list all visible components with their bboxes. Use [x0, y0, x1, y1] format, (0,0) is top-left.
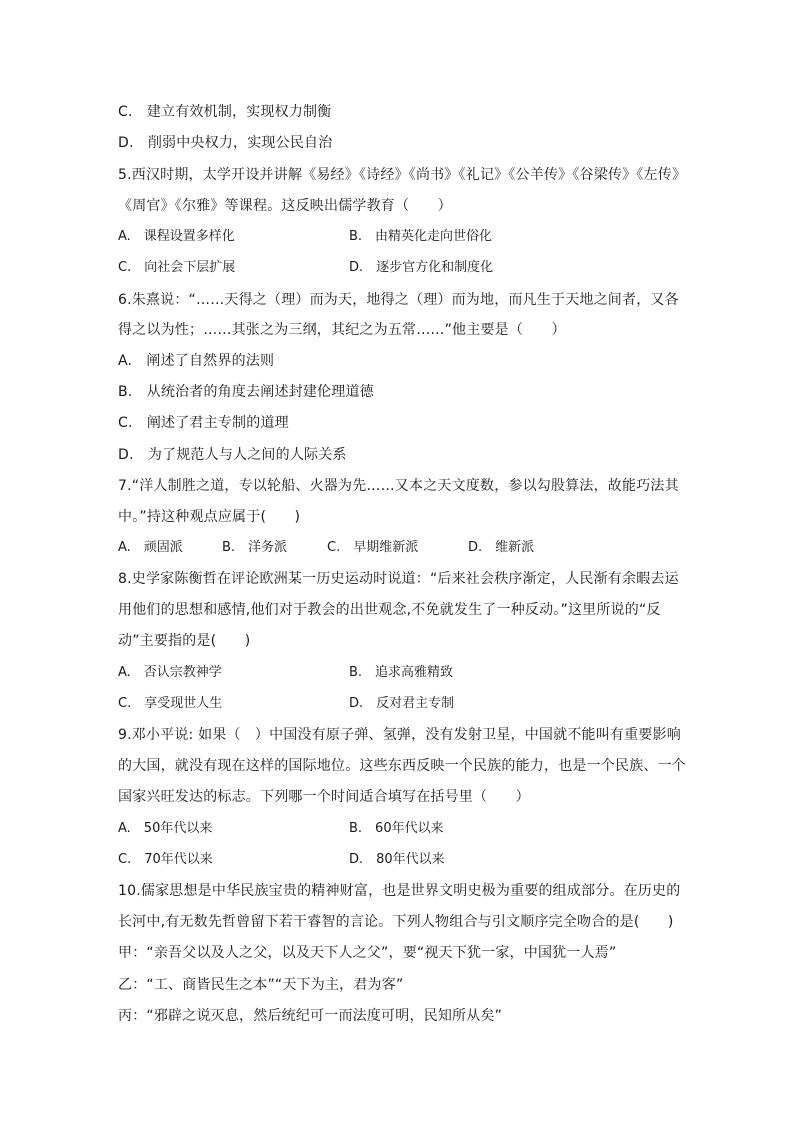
q4-option-c: C. 建立有效机制，实现权力制衡 — [118, 104, 332, 120]
q8-option-d: D. 反对君主专制 — [349, 696, 455, 711]
q5-option-c: C. 向社会下层扩展 — [118, 260, 236, 275]
q10-quote-bing: 丙：“邪辟之说灭息，然后统纪可一而法度可明，民知所从矣” — [118, 1008, 503, 1024]
q10-stem-line-1: 10.儒家思想是中华民族宝贵的精神财富，也是世界文明史极为重要的组成部分。在历史的 — [118, 883, 681, 899]
q10-quote-jia: 甲：“亲吾父以及人之父，以及天下人之父”，要“视天下犹一家，中国犹一人焉” — [118, 945, 617, 961]
q10-stem-line-2: 长河中,有无数先哲曾留下若干睿智的言论。下列人物组合与引文顺序完全吻合的是( ) — [118, 914, 674, 930]
q10-quote-yi: 乙：“工、商皆民生之本”“天下为主，君为客” — [118, 977, 404, 993]
q9-option-d: D. 80年代以来 — [349, 852, 445, 867]
q4-option-d: D. 削弱中央权力，实现公民自治 — [118, 135, 333, 151]
q9-stem-line-1: 9.邓小平说: 如果（ ）中国没有原子弹、氢弹，没有发射卫星，中国就不能叫有重要影响 — [118, 727, 681, 743]
q7-stem-line-1: 7.“洋人制胜之道，专以轮船、火器为先……又本之天文度数，参以勾股算法，故能巧法其 — [118, 478, 679, 494]
q9-option-a: A. 50年代以来 — [118, 821, 213, 836]
q6-option-d: D. 为了规范人与人之间的人际关系 — [118, 447, 347, 463]
q5-option-b: B. 由精英化走向世俗化 — [349, 229, 493, 244]
q7-stem-line-2: 中。”持这种观点应属于( ) — [118, 509, 301, 525]
q9-option-c: C. 70年代以来 — [118, 852, 213, 867]
q8-option-a: A. 否认宗教神学 — [118, 665, 222, 680]
q6-option-b: B. 从统治者的角度去阐述封建伦理道德 — [118, 384, 374, 400]
q6-stem-line-2: 得之以为性；……其张之为三纲，其纪之为五常……”他主要是（ ） — [118, 322, 566, 338]
q5-option-d: D. 逐步官方化和制度化 — [349, 260, 494, 275]
q9-option-b: B. 60年代以来 — [349, 821, 444, 836]
q6-stem-line-1: 6.朱熹说：“……天得之（理）而为天，地得之（理）而为地，而凡生于天地之间者，又各 — [118, 292, 679, 308]
q7-option-a: A. 顽固派 — [118, 540, 183, 555]
q5-option-a: A. 课程设置多样化 — [118, 229, 235, 244]
q5-stem-line-1: 5.西汉时期，太学开设并讲解《易经》《诗经》《尚书》《礼记》《公羊传》《谷梁传》《左传》 — [118, 167, 687, 183]
q7-option-d: D. 维新派 — [468, 540, 535, 555]
q8-option-b: B. 追求高雅精致 — [349, 665, 454, 680]
q8-option-c: C. 享受现世人生 — [118, 696, 223, 711]
q6-option-c: C. 阐述了君主专制的道理 — [118, 415, 289, 431]
q8-stem-line-3: 动”主要指的是( ) — [118, 633, 251, 649]
q5-stem-line-2: 《周官》《尔雅》等课程。这反映出儒学教育（ ） — [118, 198, 452, 214]
q8-stem-line-1: 8.史学家陈衡哲在评论欧洲某一历史运动时说道：“后来社会秩序渐定，人民渐有余暇去运 — [118, 571, 679, 587]
q7-option-b: B. 洋务派 — [222, 540, 288, 555]
q9-stem-line-3: 国家兴旺发达的标志。下列哪一个时间适合填写在括号里（ ） — [118, 789, 530, 805]
q9-stem-line-2: 的大国，就没有现在这样的国际地位。这些东西反映一个民族的能力，也是一个民族、一个 — [118, 758, 686, 774]
q8-stem-line-2: 用他们的思想和感情,他们对于教会的出世观念,不免就发生了一种反动。”这里所说的“反 — [118, 602, 661, 618]
q6-option-a: A. 阐述了自然界的法则 — [118, 353, 275, 369]
q7-option-c: C. 早期维新派 — [327, 540, 419, 555]
